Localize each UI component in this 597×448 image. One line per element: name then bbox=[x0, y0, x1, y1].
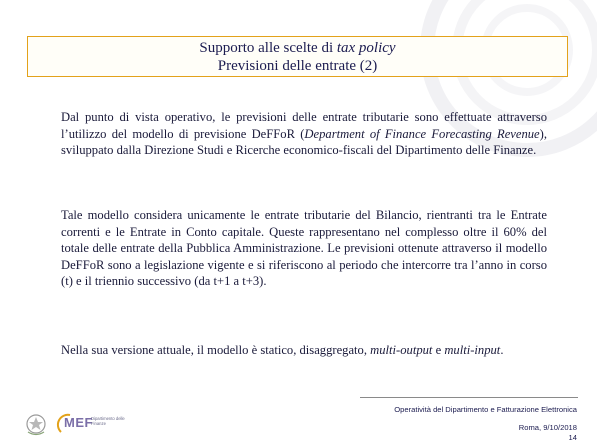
paragraph-3-text-b: e bbox=[432, 343, 445, 357]
footer-divider bbox=[360, 397, 578, 398]
page-number: 14 bbox=[568, 433, 577, 442]
paragraph-1 bbox=[61, 109, 547, 159]
paragraph-1-text-b: ), sviluppato dalla Direzione Studi e Ricerche economico-fiscali del Dipartimento delle Finanze. bbox=[61, 126, 547, 158]
paragraph-3-text-a: Nella sua versione attuale, il modello è statico, disaggregato, bbox=[61, 343, 371, 357]
mef-logo-subtext: Dipartimento delle Finanze bbox=[91, 416, 125, 426]
paragraph-2: Tale modello considera unicamente le entrate tributarie del Bilancio, rientranti tra le Entrate correnti e le Entrate in Conto capitale. Queste rappresentano nel complesso oltre il 60% del totale delle entrate della Pubblica Amministrazione. Le previsioni ottenute attraverso il modello DeFFoR sono a legislazione vigente e si riferiscono al periodo che intercorre tra l’anno in corso (t) e il triennio successivo (da t+1 a t+3). bbox=[61, 208, 547, 289]
paragraph-1-text-a: Dal punto di vista operativo, le previsioni delle entrate tributarie sono effettuate attraverso l’utilizzo del modello di previsione DeFFoR ( bbox=[61, 110, 547, 141]
paragraph-3-italic-b: multi-input bbox=[444, 343, 501, 357]
paragraph-3-text-c: . bbox=[500, 343, 504, 357]
paragraph-3-italic-a: multi-output bbox=[370, 343, 433, 357]
paragraph-1-italic: Department of Finance Forecasting Revenue bbox=[304, 126, 540, 141]
paragraph-3 bbox=[61, 342, 547, 359]
mef-logo-text: MEF bbox=[64, 415, 93, 430]
republic-emblem-icon bbox=[24, 412, 48, 438]
footer-title: Operatività del Dipartimento e Fatturazione Elettronica bbox=[394, 405, 577, 414]
footer-date: Roma, 9/10/2018 bbox=[518, 423, 577, 432]
slide-title-box bbox=[27, 36, 568, 77]
title-italic: tax policy bbox=[336, 40, 396, 56]
slide-title-line1 bbox=[28, 39, 567, 57]
slide-title-line2: Previsioni delle entrate (2) bbox=[217, 58, 378, 74]
title-prefix: Supporto alle scelte di bbox=[199, 40, 337, 56]
